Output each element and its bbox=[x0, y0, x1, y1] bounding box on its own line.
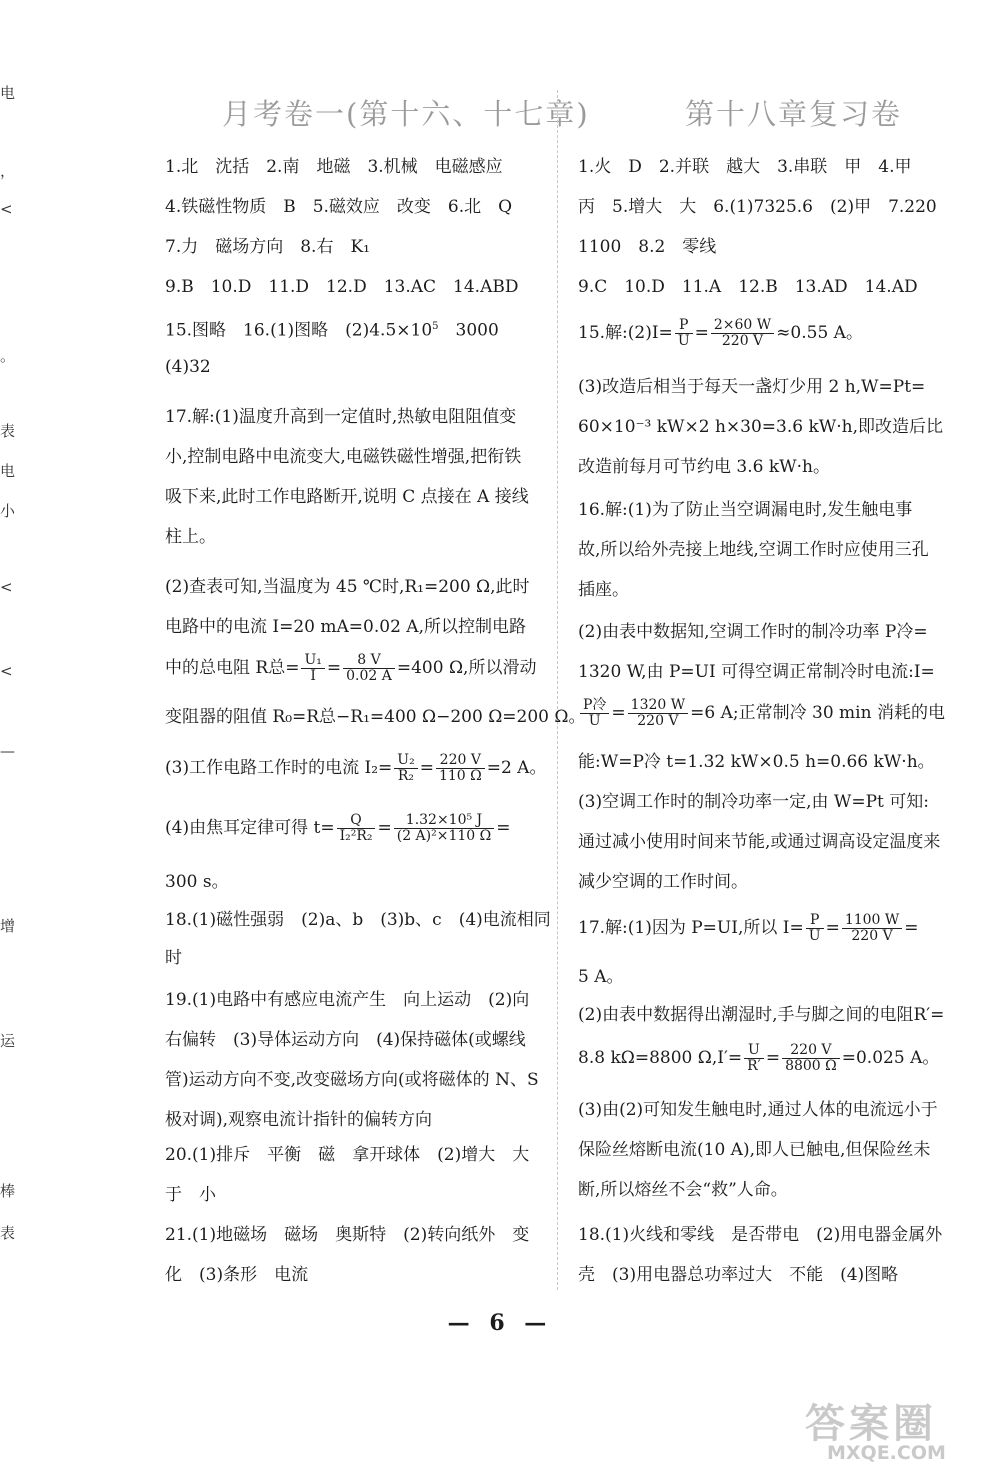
answer-line: 管)运动方向不变,改变磁场方向(或将磁体的 N、S bbox=[165, 1070, 539, 1090]
answer-line: 化 (3)条形 电流 bbox=[165, 1265, 309, 1285]
edge-fragment: < bbox=[0, 662, 13, 680]
fraction: $\frac{\text{U₂}}{\text{R₂}}$ bbox=[394, 753, 417, 784]
answer-line: 60×10⁻³ kW×2 h×30=3.6 kW·h,即改造后比 bbox=[578, 417, 943, 437]
fraction: $\frac{8 V}{0.02 A}$ bbox=[343, 653, 395, 684]
fraction: $\frac{U}{R'}$ bbox=[744, 1043, 764, 1074]
answer-line: 柱上。 bbox=[165, 527, 216, 547]
fraction: $\frac{\text{U₁}}{I}$ bbox=[301, 653, 324, 684]
answer-line: 300 s。 bbox=[165, 872, 229, 892]
answer-line: 插座。 bbox=[578, 580, 629, 600]
answer-line: 17.解:(1)温度升高到一定值时,热敏电阻阻值变 bbox=[165, 407, 517, 427]
formula-line: (4)由焦耳定律可得 t= $\frac{Q}{\text{I₂²R₂}}$ = $\frac{\text{1.32×10⁵ J}}{\text{(2 A)²×110 Ω}}$ = bbox=[165, 812, 511, 844]
edge-fragment: 表 bbox=[0, 1224, 16, 1242]
answer-line: 壳 (3)用电器总功率过大 不能 (4)图略 bbox=[578, 1265, 899, 1285]
watermark-logo bbox=[805, 1392, 995, 1470]
fraction: $\frac{220 V}{8800 \Omega}$ bbox=[782, 1043, 840, 1074]
answer-line: 能:W=P冷 t=1.32 kW×0.5 h=0.66 kW·h。 bbox=[578, 752, 935, 772]
answer-line: 吸下来,此时工作电路断开,说明 C 点接在 A 接线 bbox=[165, 487, 529, 507]
answer-line: 丙 5.增大 大 6.(1)7325.6 (2)甲 7.220 bbox=[578, 197, 937, 217]
answer-line: (3)空调工作时的制冷功率一定,由 W=Pt 可知: bbox=[578, 792, 930, 812]
answer-line: 故,所以给外壳接上地线,空调工作时应使用三孔 bbox=[578, 540, 929, 560]
answer-line: 1320 W,由 P=UI 可得空调正常制冷时电流:I= bbox=[578, 662, 935, 682]
formula-line: 15.解:(2)I= $\frac{P}{U}$ = $\frac{2\times 60 W}{220 V}$ ≈0.55 A。 bbox=[578, 317, 863, 349]
answer-line: 于 小 bbox=[165, 1185, 216, 1205]
formula-line: (3)工作电路工作时的电流 I₂= $\frac{\text{U₂}}{\text{R₂}}$ = $\frac{220 V}{110 \Omega}$ =2 A。 bbox=[165, 752, 547, 784]
fraction: $\frac{1320 W}{220 V}$ bbox=[628, 698, 688, 729]
edge-fragment: — bbox=[0, 742, 15, 760]
answer-line: 4.铁磁性物质 B 5.磁效应 改变 6.北 Q bbox=[165, 197, 513, 217]
edge-fragment: 。 bbox=[0, 347, 16, 365]
fraction: $\frac{220 V}{110 \Omega}$ bbox=[436, 753, 485, 784]
answer-line: 16.解:(1)为了防止当空调漏电时,发生触电事 bbox=[578, 500, 913, 520]
edge-fragment: 电 bbox=[0, 462, 16, 480]
watermark-url: MXQE.COM bbox=[827, 1442, 946, 1464]
answer-line: 9.B 10.D 11.D 12.D 13.AC 14.ABD bbox=[165, 277, 519, 297]
page-number: — 6 — bbox=[447, 1310, 553, 1336]
fraction: $\frac{2\times 60 W}{220 V}$ bbox=[711, 318, 774, 349]
fraction: $\frac{\text{1.32×10⁵ J}}{\text{(2 A)²×110 Ω}}$ bbox=[394, 813, 495, 844]
answer-line: (2)由表中数据得出潮湿时,手与脚之间的电阻R′= bbox=[578, 1005, 945, 1025]
fraction: $\frac{1100 W}{220 V}$ bbox=[842, 913, 902, 944]
answer-line: 5 A。 bbox=[578, 967, 624, 987]
answer-line: 18.(1)火线和零线 是否带电 (2)用电器金属外 bbox=[578, 1225, 943, 1245]
answer-line: 7.力 磁场方向 8.右 K₁ bbox=[165, 237, 370, 257]
answer-line: 变阻器的阻值 R₀=R总−R₁=400 Ω−200 Ω=200 Ω。 bbox=[165, 707, 586, 727]
edge-fragment: 电 bbox=[0, 84, 16, 102]
answer-line: 通过减小使用时间来节能,或通过调高设定温度来 bbox=[578, 832, 941, 852]
answer-line: 右偏转 (3)导体运动方向 (4)保持磁体(或螺线 bbox=[165, 1030, 526, 1050]
answer-line: (3)改造后相当于每天一盏灯少用 2 h,W=Pt= bbox=[578, 377, 926, 397]
answer-line: 19.(1)电路中有感应电流产生 向上运动 (2)向 bbox=[165, 990, 530, 1010]
edge-fragment: < bbox=[0, 200, 13, 218]
edge-fragment: 棒 bbox=[0, 1182, 16, 1200]
formula-line: 17.解:(1)因为 P=UI,所以 I= $\frac{P}{U}$ = $\frac{1100 W}{220 V}$ = bbox=[578, 912, 919, 944]
answer-line: 1100 8.2 零线 bbox=[578, 237, 717, 257]
fraction: $\frac{P}{U}$ bbox=[806, 913, 824, 944]
edge-fragment: 小 bbox=[0, 502, 16, 520]
edge-fragment: < bbox=[0, 578, 13, 596]
answer-line: (2)由表中数据知,空调工作时的制冷功率 P冷= bbox=[578, 622, 928, 642]
edge-fragment: 表 bbox=[0, 422, 16, 440]
answer-line: 20.(1)排斥 平衡 磁 拿开球体 (2)增大 大 bbox=[165, 1145, 530, 1165]
formula-line: 中的总电阻 R总= $\frac{\text{U₁}}{I}$ = $\frac{8 V}{0.02 A}$ =400 Ω,所以滑动 bbox=[165, 652, 537, 684]
answer-line: 15.图略 16.(1)图略 $(2)4.5\times 10^5$ 3000 bbox=[165, 320, 499, 341]
fraction: $\frac{Q}{\text{I₂²R₂}}$ bbox=[337, 813, 376, 844]
answer-line: 减少空调的工作时间。 bbox=[578, 872, 748, 892]
answer-line: 18.(1)磁性强弱 (2)a、b (3)b、c (4)电流相同 bbox=[165, 910, 551, 930]
formula-line: $\frac{\text{P冷}}{U}$ = $\frac{1320 W}{220 V}$ =6 A;正常制冷 30 min 消耗的电 bbox=[578, 698, 945, 729]
fraction: $\frac{\text{P冷}}{U}$ bbox=[580, 698, 609, 729]
edge-fragment: 运 bbox=[0, 1032, 16, 1050]
answer-line: 时 bbox=[165, 948, 182, 968]
left-section-title: 月考卷一(第十六、十七章) bbox=[222, 97, 590, 131]
answer-line: 极对调),观察电流计指针的偏转方向 bbox=[165, 1110, 433, 1130]
formula-line: 8.8 kΩ=8800 Ω,I′= $\frac{U}{R'}$ = $\frac{220 V}{8800 \Omega}$ =0.025 A。 bbox=[578, 1042, 940, 1074]
answer-line: 保险丝熔断电流(10 A),即人已触电,但保险丝未 bbox=[578, 1140, 931, 1160]
answer-line: 小,控制电路中电流变大,电磁铁磁性增强,把衔铁 bbox=[165, 447, 522, 467]
answer-line: 21.(1)地磁场 磁场 奥斯特 (2)转向纸外 变 bbox=[165, 1225, 530, 1245]
answer-line: 电路中的电流 I=20 mA=0.02 A,所以控制电路 bbox=[165, 617, 526, 637]
answer-line: 断,所以熔丝不会“救”人命。 bbox=[578, 1180, 788, 1200]
answer-line: 改造前每月可节约电 3.6 kW·h。 bbox=[578, 457, 830, 477]
watermark-text: 答案圈 bbox=[805, 1400, 937, 1447]
answer-line: (2)查表可知,当温度为 45 ℃时,R₁=200 Ω,此时 bbox=[165, 577, 530, 597]
answer-line: (4)32 bbox=[165, 357, 211, 377]
answer-line: 1.火 D 2.并联 越大 3.串联 甲 4.甲 bbox=[578, 157, 912, 177]
right-section-title: 第十八章复习卷 bbox=[685, 97, 903, 131]
answer-line: (3)由(2)可知发生触电时,通过人体的电流远小于 bbox=[578, 1100, 938, 1120]
fraction: $\frac{P}{U}$ bbox=[675, 318, 693, 349]
edge-fragment: 增 bbox=[0, 917, 16, 935]
column-divider bbox=[557, 90, 558, 1290]
edge-fragment: ， bbox=[0, 162, 16, 180]
answer-line: 1.北 沈括 2.南 地磁 3.机械 电磁感应 bbox=[165, 157, 503, 177]
answer-line: 9.C 10.D 11.A 12.B 13.AD 14.AD bbox=[578, 277, 918, 297]
